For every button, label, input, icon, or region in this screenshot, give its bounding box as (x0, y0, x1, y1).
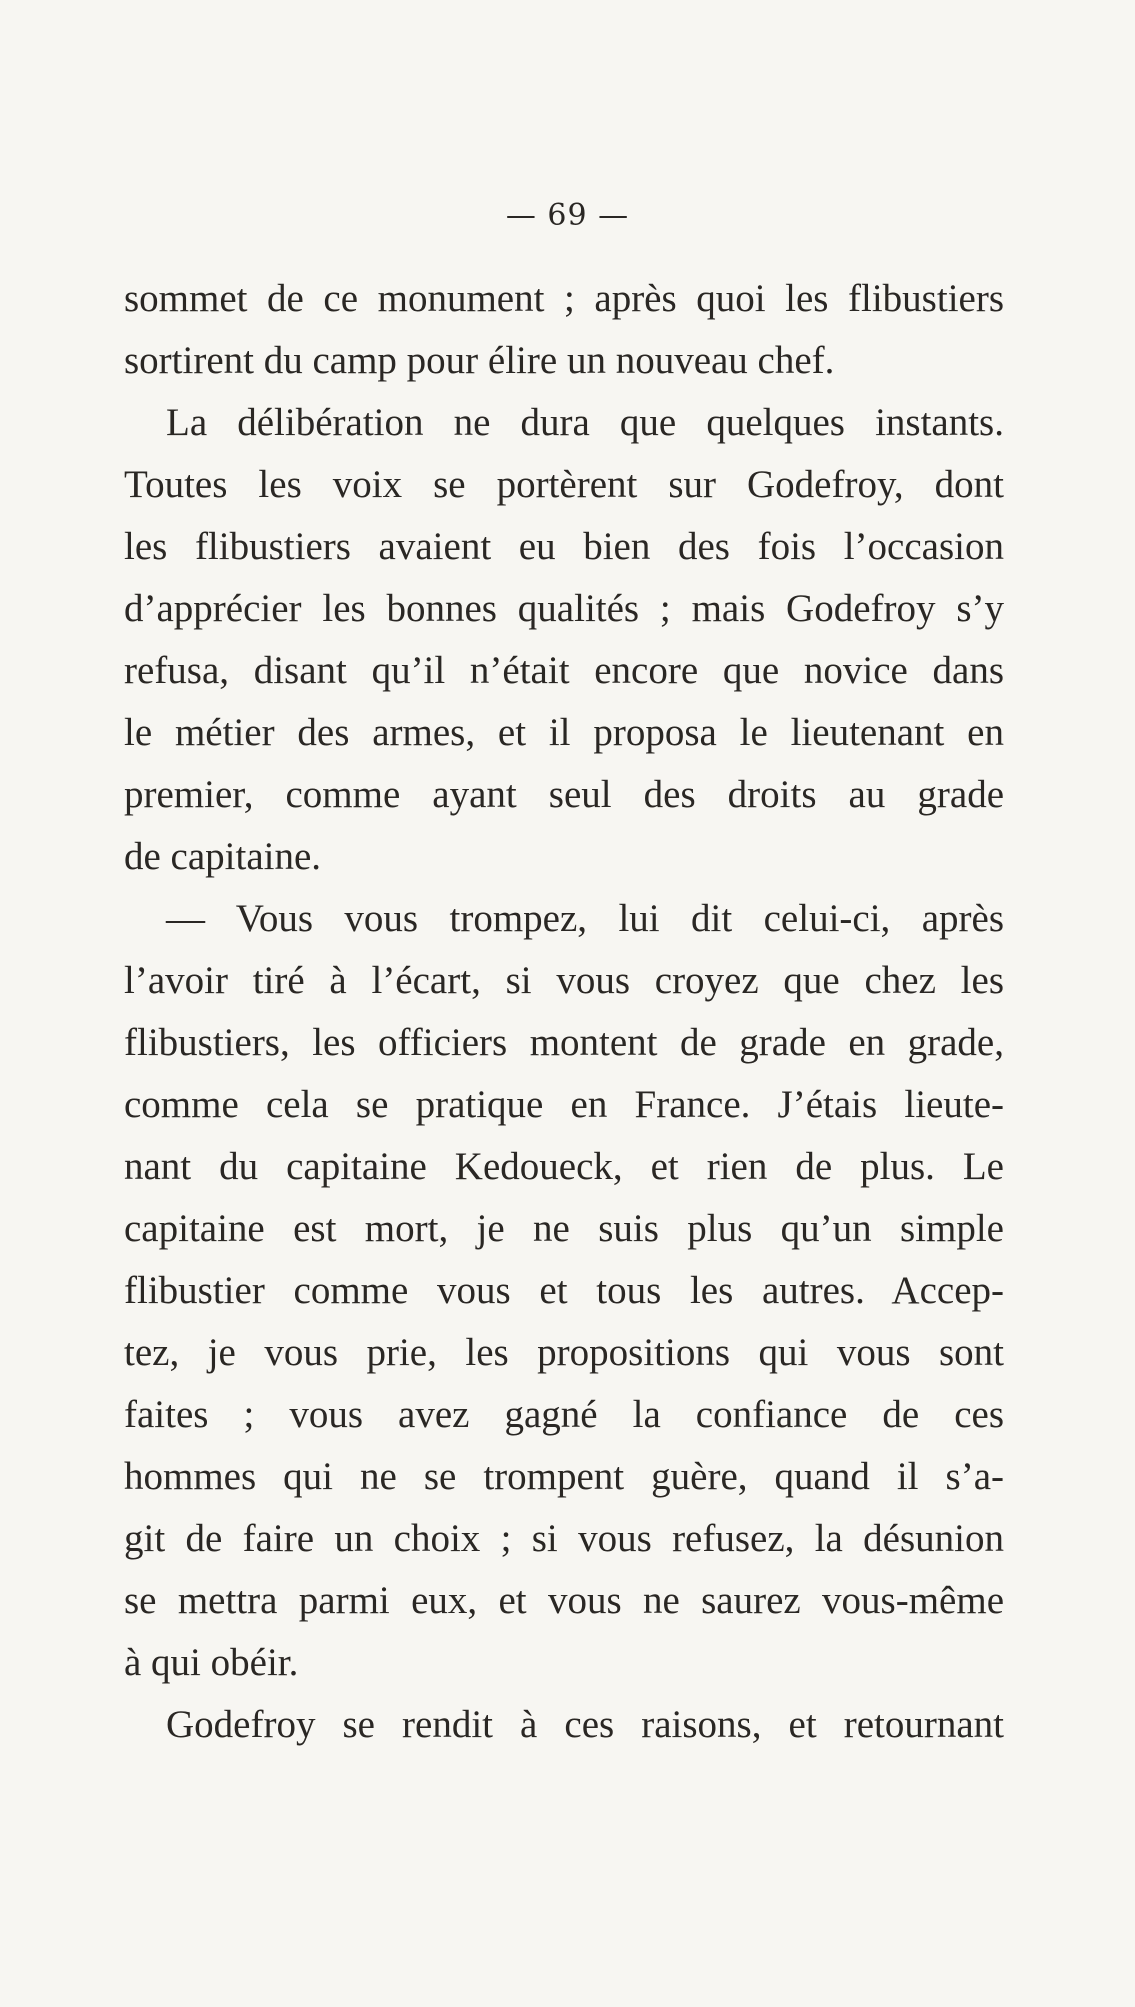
text-line: comme cela se pratique en France. J’étais lieute- (124, 1083, 1004, 1126)
text-line: La délibération ne dura que quelques instants. (166, 401, 1004, 444)
text-line: les flibustiers avaient eu bien des fois l’occasion (124, 525, 1004, 568)
text-line: d’apprécier les bonnes qualités ; mais Godefroy s’y (124, 587, 1004, 630)
text-line: le métier des armes, et il proposa le lieutenant en (124, 711, 1004, 754)
text-line: hommes qui ne se trompent guère, quand il s’a- (124, 1455, 1004, 1498)
text-line: refusa, disant qu’il n’était encore que novice dans (124, 649, 1004, 692)
text-line: nant du capitaine Kedoueck, et rien de plus. Le (124, 1145, 1004, 1188)
text-line: l’avoir tiré à l’écart, si vous croyez que chez les (124, 959, 1004, 1002)
text-line: flibustiers, les officiers montent de grade en grade, (124, 1021, 1004, 1064)
text-line: faites ; vous avez gagné la confiance de ces (124, 1393, 1004, 1436)
text-line: sommet de ce monument ; après quoi les flibustiers (124, 277, 1004, 320)
text-line: flibustier comme vous et tous les autres. Accep- (124, 1269, 1004, 1312)
text-line: se mettra parmi eux, et vous ne saurez vous-même (124, 1579, 1004, 1622)
text-line: capitaine est mort, je ne suis plus qu’un simple (124, 1207, 1004, 1250)
text-line: git de faire un choix ; si vous refusez, la désunion (124, 1517, 1004, 1560)
page-number: — 69 — (505, 198, 630, 233)
text-line: de capitaine. (124, 835, 322, 878)
text-line: premier, comme ayant seul des droits au grade (124, 773, 1004, 816)
body-text (124, 268, 1004, 1756)
text-line: tez, je vous prie, les propositions qui vous sont (124, 1331, 1004, 1374)
text-line: Godefroy se rendit à ces raisons, et retournant (166, 1703, 1004, 1746)
text-line: — Vous vous trompez, lui dit celui-ci, après (166, 897, 1004, 940)
text-line: à qui obéir. (124, 1641, 299, 1684)
text-line: sortirent du camp pour élire un nouveau chef. (124, 339, 835, 382)
text-line: Toutes les voix se portèrent sur Godefroy, dont (124, 463, 1004, 506)
